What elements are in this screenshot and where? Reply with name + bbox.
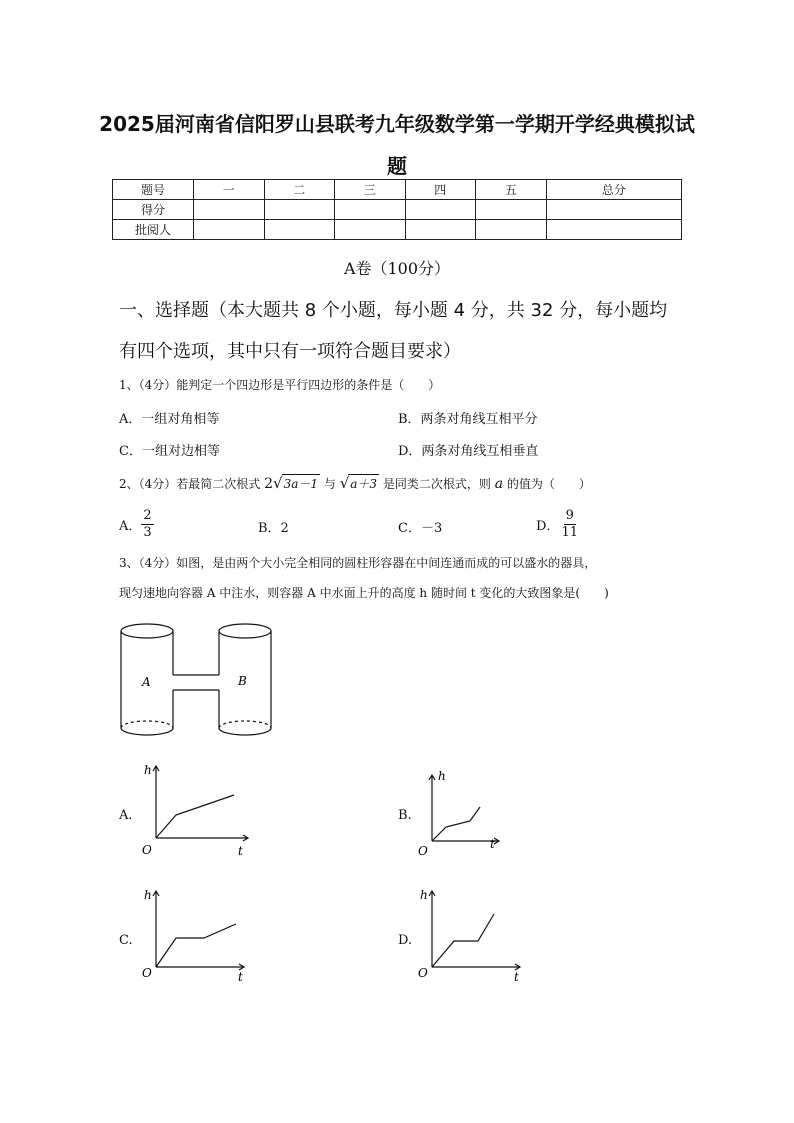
q1-option-c[interactable]: C．一组对边相等 (119, 444, 220, 459)
q2-radicand-2: a＋3 (348, 474, 379, 492)
header-cell: 总分 (546, 180, 682, 200)
fraction-numerator: 9 (565, 508, 574, 523)
container-b-top (219, 624, 271, 638)
q2-coefficient: 2 (264, 476, 274, 492)
graph-option-b[interactable] (414, 765, 534, 870)
origin-label: O (142, 966, 152, 980)
axis-t-label: t (490, 837, 495, 851)
axis-h-label: h (144, 888, 152, 902)
q2-option-a-label: A． (119, 519, 142, 534)
q1-option-a[interactable]: A．一组对角相等 (119, 412, 220, 427)
q3-option-a[interactable]: A. (119, 808, 133, 823)
question-3-stem-line2: 现匀速地向容器 A 中注水，则容器 A 中水面上升的高度 h 随时间 t 变化的大致图象是( ) (119, 586, 609, 600)
origin-label: O (418, 844, 428, 858)
reviewer-cell[interactable] (405, 220, 476, 240)
sqrt-icon: √ (273, 474, 283, 492)
score-row (113, 200, 682, 220)
sqrt-icon: √ (339, 474, 350, 492)
score-table-header-row (113, 180, 682, 200)
score-table (112, 179, 682, 240)
axis-t-label: t (238, 970, 243, 984)
row-label: 得分 (113, 200, 194, 220)
axis-h-label: h (438, 769, 446, 783)
part1-heading-line1: 一、选择题（本大题共 8 个小题，每小题 4 分，共 32 分，每小题均 (119, 300, 668, 321)
q2-stem-part-a: 2、（4分）若最简二次根式 (119, 477, 261, 491)
axis-t-label: t (238, 844, 243, 858)
header-cell: 题号 (113, 180, 194, 200)
container-a-label: A (142, 675, 151, 689)
q2-variable: a (494, 476, 504, 492)
reviewer-cell[interactable] (546, 220, 682, 240)
graph-d-curve (432, 914, 494, 967)
fraction-denominator: 11 (561, 525, 578, 540)
graph-b-curve (432, 807, 480, 841)
score-cell[interactable] (335, 200, 406, 220)
header-cell: 二 (264, 180, 335, 200)
q2-option-a[interactable] (119, 508, 154, 541)
fraction-numerator: 2 (143, 508, 152, 523)
score-cell[interactable] (546, 200, 682, 220)
part1-heading-line2: 有四个选项，其中只有一项符合题目要求） (119, 341, 461, 362)
score-cell[interactable] (194, 200, 265, 220)
q3-option-b[interactable]: B. (398, 808, 412, 823)
q2-option-d-label: D． (536, 519, 560, 534)
axis-h-label: h (420, 888, 428, 902)
graph-c-curve (156, 924, 236, 967)
q2-option-a-fraction (141, 508, 153, 541)
question-3-stem-line1: 3、（4分）如图，是由两个大小完全相同的圆柱形容器在中间连通而成的可以盛水的器具， (119, 556, 597, 570)
q2-option-d[interactable] (536, 508, 580, 541)
q1-option-b[interactable]: B．两条对角线互相平分 (398, 412, 538, 427)
graph-option-c[interactable] (138, 883, 258, 988)
axis-h-label: h (144, 763, 152, 777)
header-cell: 三 (335, 180, 406, 200)
container-b-bottom-front (219, 728, 271, 735)
header-cell: 五 (476, 180, 547, 200)
q2-stem-part-b: 是同类二次根式，则 (382, 477, 491, 491)
fraction-denominator: 3 (143, 525, 152, 540)
section-a-heading: A卷（100分） (343, 259, 451, 278)
q2-radicand-1: 3a－1 (282, 474, 320, 492)
document-title-line1: 2025届河南省信阳罗山县联考九年级数学第一学期开学经典模拟试 (99, 112, 695, 136)
q2-and: 与 (323, 477, 336, 491)
score-cell[interactable] (264, 200, 335, 220)
reviewer-cell[interactable] (476, 220, 547, 240)
q3-option-c[interactable]: C. (119, 933, 133, 948)
header-cell: 一 (194, 180, 265, 200)
q1-option-d[interactable]: D．两条对角线互相垂直 (398, 444, 539, 459)
graph-option-a[interactable] (138, 758, 258, 863)
graph-a-curve (156, 795, 234, 838)
score-cell[interactable] (405, 200, 476, 220)
container-a-top (121, 624, 173, 638)
header-cell: 四 (405, 180, 476, 200)
axis-t-label: t (514, 970, 519, 984)
container-a-bottom-back (121, 721, 173, 728)
q2-option-d-fraction (559, 508, 580, 541)
reviewer-cell[interactable] (194, 220, 265, 240)
row-label: 批阅人 (113, 220, 194, 240)
q2-option-b[interactable]: B．2 (258, 521, 289, 536)
q2-option-c[interactable]: C．－3 (398, 521, 443, 536)
q3-option-d[interactable]: D. (398, 933, 413, 948)
container-b-bottom-back (219, 721, 271, 728)
q2-stem-part-c: 的值为（ ） (506, 477, 591, 491)
question-1-stem: 1、（4分）能判定一个四边形是平行四边形的条件是（ ） (119, 378, 441, 392)
container-b-label: B (238, 674, 247, 688)
reviewer-row (113, 220, 682, 240)
container-a-bottom-front (121, 728, 173, 735)
question-2-stem (119, 474, 591, 492)
graph-option-d[interactable] (414, 883, 534, 988)
origin-label: O (142, 843, 152, 857)
reviewer-cell[interactable] (264, 220, 335, 240)
score-cell[interactable] (476, 200, 547, 220)
document-title-line2: 题 (387, 154, 407, 178)
origin-label: O (418, 966, 428, 980)
reviewer-cell[interactable] (335, 220, 406, 240)
connected-containers-figure (110, 615, 280, 750)
